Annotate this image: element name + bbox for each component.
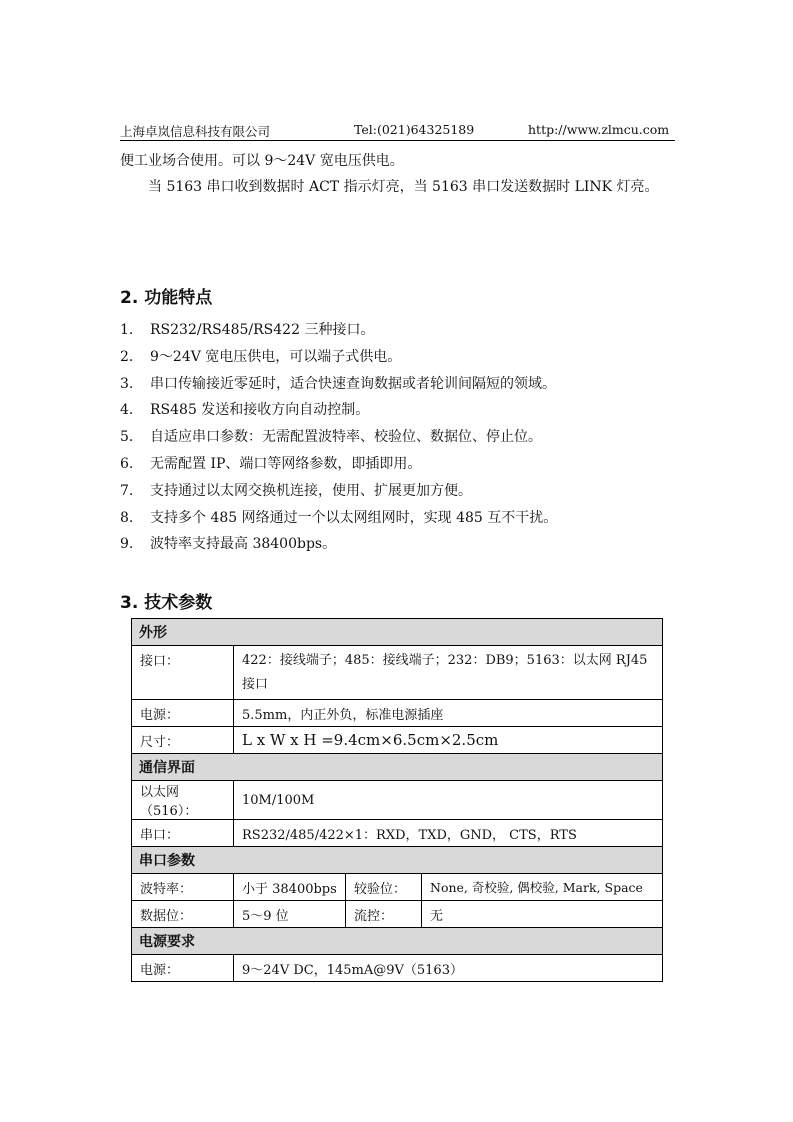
list-number: 3. [120, 375, 134, 392]
list-text: 无需配置 IP、端口等网络参数，即插即用。 [150, 455, 422, 472]
list-number: 6. [120, 455, 134, 472]
serial-label: 串口： [132, 820, 234, 847]
baud-value: 小于 38400bps [234, 874, 346, 901]
list-item [120, 478, 557, 505]
table-row [132, 781, 663, 820]
table-group-row [132, 619, 663, 646]
list-item [120, 317, 557, 344]
group-comm: 通信界面 [132, 754, 663, 781]
flow-value: 无 [422, 901, 663, 928]
section-title-specs: 3. 技术参数 [120, 593, 213, 613]
supply-value: 9～24V DC，145mA@9V（5163） [234, 955, 663, 982]
table-group-row [132, 754, 663, 781]
table-group-row [132, 847, 663, 874]
table-row [132, 727, 663, 754]
list-item [120, 344, 557, 371]
ethernet-value: 10M/100M [234, 781, 663, 820]
table-row [132, 955, 663, 982]
interface-value: 422：接线端子；485：接线端子；232：DB9；5163：以太网 RJ45 接口 [234, 646, 663, 700]
telephone: Tel:(021)64325189 [354, 122, 475, 137]
power-connector-label: 电源： [132, 700, 234, 727]
feature-list [120, 317, 557, 558]
intro-paragraph-2: 当 5163 串口收到数据时 ACT 指示灯亮，当 5163 串口发送数据时 LINK 灯亮。 [148, 179, 659, 195]
list-text: 支持通过以太网交换机连接，使用、扩展更加方便。 [150, 482, 472, 499]
list-number: 9. [120, 536, 134, 553]
supply-label: 电源： [132, 955, 234, 982]
size-label: 尺寸： [132, 727, 234, 754]
databits-value: 5～9 位 [234, 901, 346, 928]
list-number: 2. [120, 348, 134, 365]
company-name: 上海卓岚信息科技有限公司 [120, 124, 271, 139]
list-number: 4. [120, 402, 134, 419]
parity-value: None, 奇校验, 偶校验, Mark, Space [422, 874, 663, 901]
parity-label: 较验位： [346, 874, 422, 901]
list-text: 串口传输接近零延时，适合快速查询数据或者轮训间隔短的领域。 [150, 375, 556, 392]
intro-paragraph-1: 便工业场合使用。可以 9～24V 宽电压供电。 [120, 153, 404, 169]
list-text: 自适应串口参数：无需配置波特率、校验位、数据位、停止位。 [150, 429, 542, 446]
list-item [120, 397, 557, 424]
table-row [132, 874, 663, 901]
power-connector-value: 5.5mm，内正外负，标准电源插座 [234, 700, 663, 727]
table-group-row [132, 928, 663, 955]
list-text: 波特率支持最高 38400bps。 [150, 536, 337, 553]
page-header [120, 121, 675, 141]
baud-label: 波特率： [132, 874, 234, 901]
list-text: 9～24V 宽电压供电，可以端子式供电。 [150, 348, 402, 365]
section-title-features: 2. 功能特点 [120, 288, 213, 308]
list-text: RS232/RS485/RS422 三种接口。 [150, 322, 375, 338]
group-appearance: 外形 [132, 619, 663, 646]
list-text: RS485 发送和接收方向自动控制。 [150, 402, 370, 419]
group-serial: 串口参数 [132, 847, 663, 874]
website-url: http://www.zlmcu.com [528, 122, 670, 137]
list-number: 5. [120, 429, 134, 446]
size-value: L x W x H =9.4cm×6.5cm×2.5cm [234, 727, 663, 754]
ethernet-label: 以太网（516）： [132, 781, 234, 820]
list-item [120, 531, 557, 558]
list-number: 8. [120, 509, 134, 526]
interface-label: 接口： [132, 646, 234, 700]
list-item [120, 505, 557, 532]
flow-label: 流控： [346, 901, 422, 928]
table-row [132, 646, 663, 700]
table-row [132, 700, 663, 727]
list-number: 7. [120, 482, 134, 499]
group-power: 电源要求 [132, 928, 663, 955]
list-item [120, 371, 557, 398]
serial-value: RS232/485/422×1：RXD，TXD，GND， CTS，RTS [234, 820, 663, 847]
list-text: 支持多个 485 网络通过一个以太网组网时，实现 485 互不干扰。 [150, 509, 558, 526]
list-item [120, 424, 557, 451]
list-item [120, 451, 557, 478]
table-row [132, 901, 663, 928]
table-row [132, 820, 663, 847]
spec-table [131, 618, 663, 982]
list-number: 1. [120, 322, 134, 338]
databits-label: 数据位： [132, 901, 234, 928]
